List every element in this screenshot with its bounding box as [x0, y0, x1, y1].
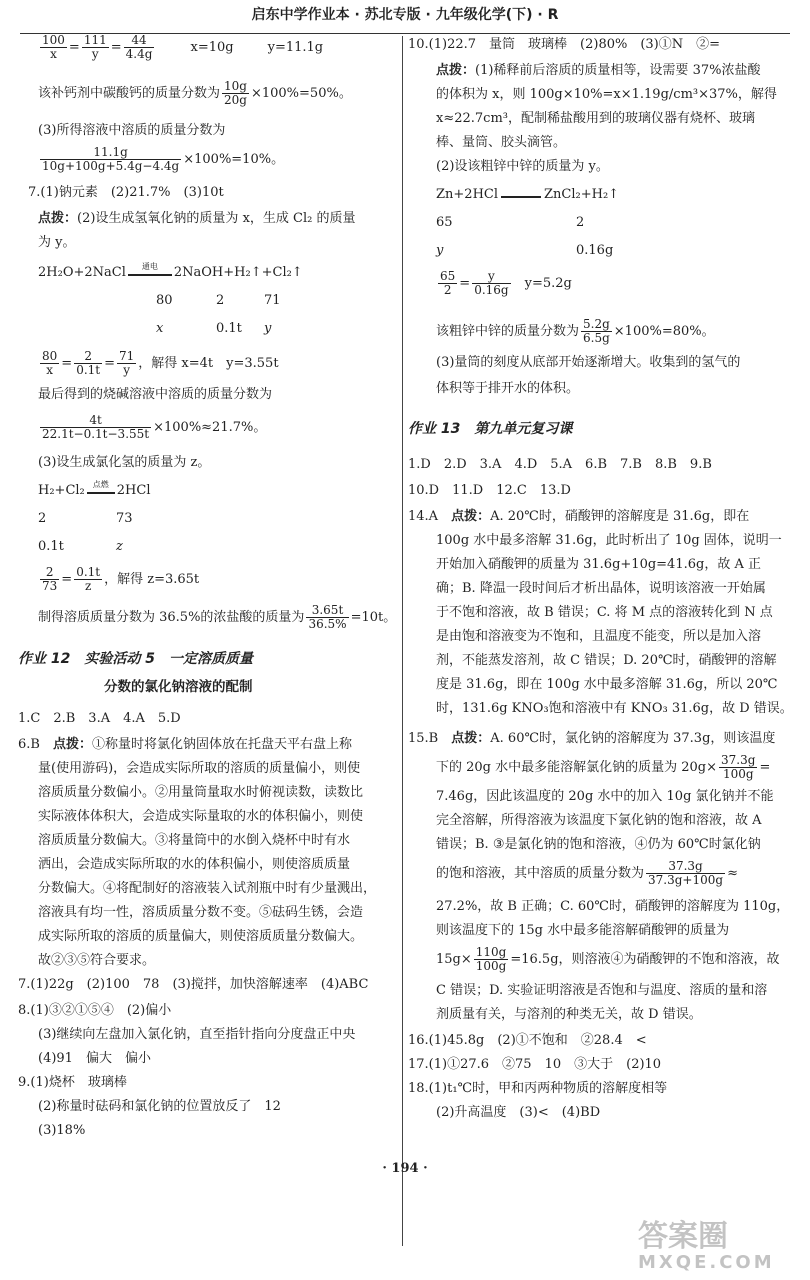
text-line: 于不饱和溶液，故 B 错误；C. 将 M 点的溶液转化到 N 点	[436, 605, 773, 620]
text-line: 量(使用游码)，会造成实际所取的溶质的质量偏小，则使	[38, 761, 361, 776]
answer-15: 15.B 点拨：A. 60℃时，氯化钠的溶解度为 37.3g，则该温度	[408, 731, 776, 746]
variable: y	[436, 243, 444, 258]
fraction: $\frac{65}{2}$	[440, 269, 456, 297]
fraction: $\frac{110g}{100g}$	[475, 945, 507, 973]
answer-6: 6.B 点拨：①称量时将氯化钠固体放在托盘天平右盘上称	[18, 737, 353, 752]
fraction: $\frac{100}{x}$	[42, 33, 65, 61]
fraction: $\frac{10g}{20g}$	[224, 79, 247, 107]
reaction-combustion: H₂+Cl₂ 点燃 2HCl	[38, 480, 151, 498]
calcium-fraction-line: 该补钙剂中碳酸钙的质量分数为 $\frac{10g}{20g}$ ×100%=50%。	[38, 79, 352, 107]
hint-7: 点拨：(2)设生成氢氧化钠的质量为 x，生成 Cl₂ 的质量	[38, 211, 356, 226]
text-line: 最后得到的烧碱溶液中溶质的质量分数为	[38, 387, 273, 402]
naoh-fraction-line: $\frac{4t}{22.1t-0.1t-3.55t}$ ×100%≈21.7%。	[42, 413, 267, 441]
ratio-line-2: $\frac{80}{x}$ = $\frac{2}{0.1t}$ = $\frac{71}{y}$ ，解得 x=4t y=3.55t	[42, 349, 279, 377]
section-title-hw12: 作业 12 实验活动 5 一定溶质质量	[18, 651, 253, 667]
text-line: 分数偏大。④将配制好的溶液装入试剂瓶中时有少量溅出，	[38, 881, 377, 896]
ratio-line-1: $\frac{100}{x}$ = $\frac{111}{y}$ = $\frac{44}{4.4g}$ x=10g y=11.1g	[42, 33, 324, 61]
text-line: 7.46g，因此该温度的 20g 水中的加入 10g 氯化钠并不能	[436, 789, 774, 804]
answer-18: 18.(1)t₁℃时，甲和丙两种物质的溶解度相等	[408, 1081, 668, 1096]
text-line: 是由饱和溶液变为不饱和，且温度不能变，所以是加入溶	[436, 629, 762, 644]
text-line: 完全溶解，所得溶液为该温度下氯化钠的饱和溶液，故 A	[436, 813, 762, 828]
mass-value: 2	[216, 293, 225, 308]
text-line: 的体积为 x，则 100g×10%=x×1.19g/cm³×37%，解得	[436, 87, 777, 102]
answers-1-9: 1.D 2.D 3.A 4.D 5.A 6.B 7.B 8.B 9.B	[408, 457, 712, 472]
column-divider	[402, 36, 403, 1246]
variable: x	[156, 321, 164, 336]
page-header: 启东中学作业本 · 苏北专版 · 九年级化学(下) · R	[251, 7, 559, 23]
reaction-zinc: Zn+2HCl ZnCl₂+H₂↑	[436, 187, 620, 202]
text-line: (2)升高温度 (3)< (4)BD	[436, 1105, 601, 1120]
text-line: 溶质质量分数偏大。③将量筒中的水倒入烧杯中时有水	[38, 833, 351, 848]
text-line: 15g× $\frac{110g}{100g}$ =16.5g，则溶液④为硝酸钾的不饱和溶液，故	[436, 945, 780, 973]
text-line: 下的 20g 水中最多能溶解氯化钠的质量为 20g× $\frac{37.3g}{100g}$ =	[436, 753, 771, 781]
text-line: 100g 水中最多溶解 31.6g，此时析出了 10g 固体，说明一	[436, 533, 782, 548]
mass-value: 80	[156, 293, 173, 308]
fraction: $\frac{111}{y}$	[83, 33, 107, 61]
text-line: 体积等于排开水的体积。	[436, 381, 580, 396]
fraction: $\frac{37.3g}{37.3g+100g}$	[648, 859, 724, 887]
variable: 0.16g	[576, 243, 614, 258]
zinc-fraction-line: 该粗锌中锌的质量分数为 $\frac{5.2g}{6.5g}$ ×100%=80%。	[436, 317, 715, 345]
fraction: $\frac{71}{y}$	[119, 349, 135, 377]
text-line: 27.2%，故 B 正确；C. 60℃时，硝酸钾的溶解度为 110g，	[436, 899, 790, 914]
hint-10: 点拨：(1)稀释前后溶质的质量相等，设需要 37%浓盐酸	[436, 63, 761, 78]
text-line: 则该温度下的 15g 水中最多能溶解硝酸钾的质量为	[436, 923, 730, 938]
fraction: $\frac{44}{4.4g}$	[125, 33, 153, 61]
mass-value: 2	[38, 511, 47, 526]
fraction: $\frac{5.2g}{6.5g}$	[583, 317, 610, 345]
variable: 0.1t	[38, 539, 64, 554]
text-line: (3)量筒的刻度从底部开始逐渐增大。收集到的氢气的	[436, 355, 741, 370]
mass-value: 65	[436, 215, 453, 230]
answer-9: 9.(1)烧杯 玻璃棒	[18, 1075, 127, 1090]
answer-7: 7.(1)钠元素 (2)21.7% (3)10t	[28, 185, 224, 200]
answers-10-13: 10.D 11.D 12.C 13.D	[408, 483, 571, 498]
fraction: $\frac{3.65t}{36.5\%}$	[308, 603, 347, 631]
text-line: 确；B. 降温一段时间后才析出晶体，说明该溶液一开始属	[436, 581, 766, 596]
text-line: 实际液体体积大，会造成实际量取的水的体积偏小，则使	[38, 809, 364, 824]
fraction: $\frac{2}{0.1t}$	[76, 349, 101, 377]
text-line: 故②③⑤符合要求。	[38, 953, 156, 968]
fraction: $\frac{0.1t}{z}$	[76, 565, 101, 593]
text-line: (2)称量时砝码和氯化钠的位置放反了 12	[38, 1099, 281, 1114]
answer-14: 14.A 点拨：A. 20℃时，硝酸钾的溶解度是 31.6g，即在	[408, 509, 750, 524]
text-line: 度是 31.6g，即在 100g 水中最多溶解 31.6g，所以 20℃	[436, 677, 778, 692]
text-line: (2)设该粗锌中锌的质量为 y。	[436, 159, 609, 174]
text-line: (4)91 偏大 偏小	[38, 1051, 151, 1066]
page-number: · 194 ·	[382, 1161, 428, 1176]
text-line: 错误；B. ③是氯化钠的饱和溶液，④仍为 60℃时氯化钠	[436, 837, 761, 852]
answer-10: 10.(1)22.7 量筒 玻璃棒 (2)80% (3)①N ②=	[408, 37, 721, 52]
mass-value: 2	[576, 215, 585, 230]
reaction-electrolysis: 2H₂O+2NaCl 通电 2NaOH+H₂↑+Cl₂↑	[38, 262, 303, 280]
text-line: C 错误；D. 实验证明溶液是否饱和与温度、溶质的量和溶	[436, 983, 768, 998]
variable: z	[116, 539, 123, 554]
text-line: (3)设生成氯化氢的质量为 z。	[38, 455, 211, 470]
variable: y	[264, 321, 272, 336]
text-line: 棒、量筒、胶头滴管。	[436, 135, 567, 150]
variable: 0.1t	[216, 321, 242, 336]
ratio-line-3: $\frac{2}{73}$ = $\frac{0.1t}{z}$ ，解得 z=3.65t	[42, 565, 200, 593]
text-line: 成实际所取的溶质的质量偏大，则使溶质质量分数偏大。	[38, 929, 364, 944]
ratio-line-zn: $\frac{65}{2}$ = $\frac{y}{0.16g}$ y=5.2g	[440, 269, 572, 297]
text-line: 时，131.6g KNO₃饱和溶液中有 KNO₃ 31.6g，故 D 错误。	[436, 701, 793, 716]
fraction: $\frac{4t}{22.1t-0.1t-3.55t}$	[42, 413, 150, 441]
section-title-hw13: 作业 13 第九单元复习课	[408, 421, 573, 437]
text-line: 剂质量有关，与溶剂的种类无关，故 D 错误。	[436, 1007, 702, 1022]
fraction: $\frac{11.1g}{10g+100g+5.4g-4.4g}$	[42, 145, 180, 173]
fraction: $\frac{y}{0.16g}$	[474, 269, 509, 297]
text-line: 剂，不能蒸发溶剂，故 C 错误；D. 20℃时，硝酸钾的溶解	[436, 653, 777, 668]
answer-8: 8.(1)③②①⑤④ (2)偏小	[18, 1003, 172, 1018]
fraction: $\frac{80}{x}$	[42, 349, 58, 377]
text-line: (3)18%	[38, 1123, 86, 1138]
text-line: (3)继续向左盘加入氯化钠，直至指针指向分度盘正中央	[38, 1027, 356, 1042]
fraction: $\frac{37.3g}{100g}$	[721, 753, 756, 781]
hcl-mass-line: 制得溶质质量分数为 36.5%的浓盐酸的质量为 $\frac{3.65t}{36.5\%}$ =10t。	[38, 603, 397, 631]
section-subtitle-hw12: 分数的氯化钠溶液的配制	[104, 679, 253, 695]
text-line: 为 y。	[38, 235, 76, 250]
text-line: 溶液具有均一性，溶质质量分数不变。⑤砝码生锈，会造	[38, 905, 364, 920]
solution-fraction-line: $\frac{11.1g}{10g+100g+5.4g-4.4g}$ ×100%=10%。	[42, 145, 285, 173]
answer-16: 16.(1)45.8g (2)①不饱和 ②28.4 <	[408, 1033, 647, 1048]
answers-1-5: 1.C 2.B 3.A 4.A 5.D	[18, 711, 181, 726]
text-line: 洒出，会造成实际所取的水的体积偏小，则使溶质质量	[38, 857, 351, 872]
fraction: $\frac{2}{73}$	[42, 565, 58, 593]
mass-value: 73	[116, 511, 133, 526]
text-line: 开始加入硝酸钾的质量为 31.6g+10g=41.6g，故 A 正	[436, 557, 761, 572]
watermark-logo: 答案圈 MXQE.COM	[638, 1219, 775, 1273]
answer-17: 17.(1)①27.6 ②75 10 ③大于 (2)10	[408, 1057, 662, 1072]
text-line: (3)所得溶液中溶质的质量分数为	[38, 123, 226, 138]
text-line: 的饱和溶液，其中溶质的质量分数为 $\frac{37.3g}{37.3g+100g}$ ≈	[436, 859, 738, 887]
text-line: x≈22.7cm³，配制稀盐酸用到的玻璃仪器有烧杯、玻璃	[436, 111, 755, 126]
answer-7b: 7.(1)22g (2)100 78 (3)搅拌，加快溶解速率 (4)ABC	[18, 977, 369, 992]
text-line: 溶质质量分数偏小。②用量筒量取水时俯视读数，读数比	[38, 785, 364, 800]
mass-value: 71	[264, 293, 281, 308]
